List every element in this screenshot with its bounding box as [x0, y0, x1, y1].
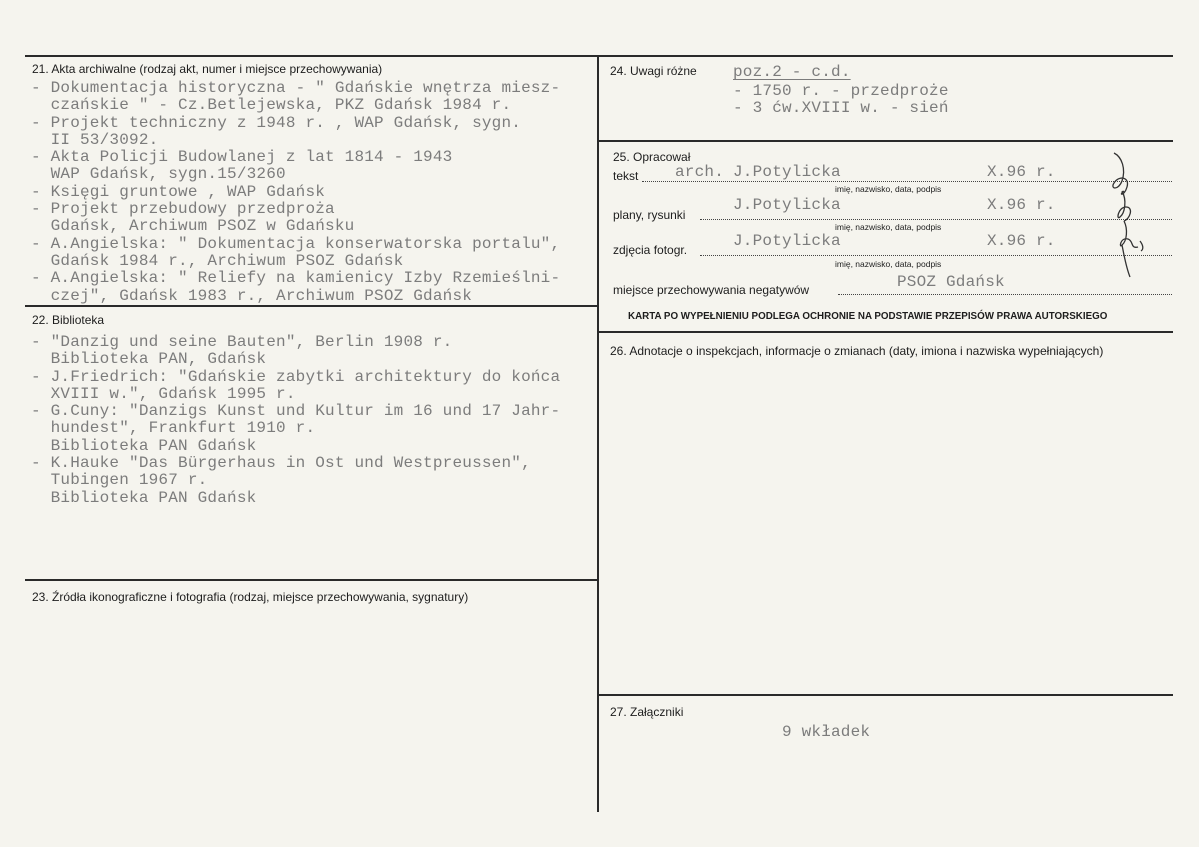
top-rule [25, 55, 1173, 57]
section-24-heading: 24. Uwagi różne [610, 64, 697, 78]
section-23-heading: 23. Źródła ikonograficzne i fotografia (rodzaj, miejsce przechowywania, sygnatury) [32, 590, 469, 604]
remark-line-2: - 1750 r. - przedproże [733, 82, 949, 100]
section-24-25-divider [599, 140, 1173, 142]
plany-date: X.96 r. [987, 196, 1056, 214]
tekst-date: X.96 r. [987, 163, 1056, 181]
copyright-notice: KARTA PO WYPEŁNIENIU PODLEGA OCHRONIE NA PODSTAWIE PRZEPISÓW PRAWA AUTORSKIEGO [628, 311, 1108, 322]
section-25-heading: 25. Opracował [613, 150, 691, 164]
zdjecia-date: X.96 r. [987, 232, 1056, 250]
tekst-label: tekst [613, 169, 639, 183]
negatives-storage-label: miejsce przechowywania negatywów [613, 283, 810, 297]
zdjecia-label: zdjęcia fotogr. [613, 243, 688, 257]
section-21-entries: - Dokumentacja historyczna - " Gdańskie wnętrza miesz- czańskie " - Cz.Betlejewska, PKZ Gdańsk 1984 r. - Projekt techniczny z 1948 r. , WAP Gdańsk, sygn. II 53/3092. - Akta Policji Budowlanej z lat 1814 - 1943 WAP Gdańsk, sygn.15/3260 - Księgi gruntowe , WAP Gdańsk - Projekt przebudowy przedproża Gdańsk, Archiwum PSOZ w Gdańsku - A.Angielska: " Dokumentacja konserwatorska portalu", Gdańsk 1984 r., Archiwum PSOZ Gdańsk - A.Angielska: " Reliefy na kamienicy Izby Rzemieślni- czej", Gdańsk 1983 r., Archiwum PSOZ Gdańsk [31, 79, 561, 305]
tekst-prefix: arch. [675, 163, 725, 181]
plany-label: plany, rysunki [613, 208, 686, 222]
plany-caption: imię, nazwisko, data, podpis [835, 222, 942, 232]
section-22-heading: 22. Biblioteka [32, 313, 105, 327]
remark-line-1: poz.2 - c.d. [733, 63, 851, 81]
center-divider [597, 57, 599, 812]
plany-name: J.Potylicka [733, 196, 841, 214]
remark-line-3: - 3 ćw.XVIII w. - sień [733, 99, 949, 117]
section-26-heading: 26. Adnotacje o inspekcjach, informacje o zmianach (daty, imiona i nazwiska wypełniających) [610, 344, 1104, 358]
signature [1100, 145, 1160, 280]
negatives-dotted-line [838, 294, 1172, 295]
section-21-heading: 21. Akta archiwalne (rodzaj akt, numer i miejsce przechowywania) [32, 62, 383, 76]
section-27-heading: 27. Załączniki [610, 705, 684, 719]
zdjecia-caption: imię, nazwisko, data, podpis [835, 259, 942, 269]
negatives-storage-value: PSOZ Gdańsk [897, 273, 1005, 291]
tekst-caption: imię, nazwisko, data, podpis [835, 184, 942, 194]
zdjecia-name: J.Potylicka [733, 232, 841, 250]
section-25-26-divider [599, 331, 1173, 333]
section-22-23-divider [25, 579, 598, 581]
section-26-27-divider [599, 694, 1173, 696]
section-22-entries: - "Danzig und seine Bauten", Berlin 1908 r. Biblioteka PAN, Gdańsk - J.Friedrich: "Gdańskie zabytki architektury do końca XVIII w.", Gdańsk 1995 r. - G.Cuny: "Danzigs Kunst und Kultur im 16 und 17 Jahr- hundest", Frankfurt 1910 r. Biblioteka PAN Gdańsk - K.Hauke "Das Bürgerhaus in Ost und Westpreussen", Tubingen 1967 r. Biblioteka PAN Gdańsk [31, 333, 561, 507]
section-21-22-divider [25, 305, 598, 307]
attachments-value: 9 wkładek [782, 723, 871, 741]
tekst-dotted-line [642, 181, 1172, 182]
tekst-name: J.Potylicka [733, 163, 841, 181]
